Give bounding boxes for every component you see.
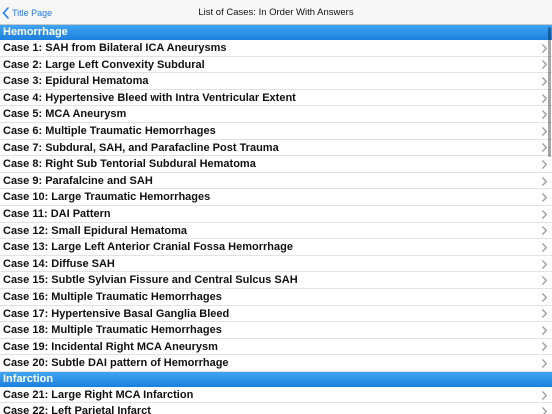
case-row[interactable] [0,189,552,206]
chevron-right-icon [542,73,547,90]
chevron-right-icon [542,90,547,107]
case-row[interactable] [0,73,552,90]
case-row[interactable] [0,40,552,57]
navigation-bar [0,0,552,25]
case-label: Case 6: Multiple Traumatic Hemorrhages [3,124,216,137]
case-label: Case 19: Incidental Right MCA Aneurysm [3,340,218,353]
chevron-right-icon [542,156,547,173]
case-label: Case 21: Large Right MCA Infarction [3,388,194,401]
chevron-right-icon [542,123,547,140]
chevron-right-icon [542,289,547,306]
case-row[interactable] [0,339,552,356]
chevron-right-icon [542,57,547,74]
case-label: Case 13: Large Left Anterior Cranial Fossa Hemorrhage [3,241,293,254]
case-row[interactable] [0,123,552,140]
case-label: Case 10: Large Traumatic Hemorrhages [3,191,211,204]
case-label: Case 15: Subtle Sylvian Fissure and Central Sulcus SAH [3,274,298,287]
case-label: Case 9: Parafalcine and SAH [3,174,153,187]
chevron-right-icon [542,140,547,157]
case-label: Case 4: Hypertensive Bleed with Intra Ventricular Extent [3,91,296,104]
chevron-right-icon [542,339,547,356]
chevron-right-icon [542,272,547,289]
case-label: Case 11: DAI Pattern [3,207,111,220]
chevron-right-icon [542,40,547,57]
case-row[interactable] [0,156,552,173]
case-row[interactable] [0,223,552,240]
page-title: List of Cases: In Order With Answers [198,7,354,18]
back-button-label: Title Page [12,7,53,18]
case-label: Case 18: Multiple Traumatic Hemorrhages [3,324,222,337]
case-label: Case 7: Subdural, SAH, and Parafacline Post Trauma [3,141,279,154]
case-row[interactable] [0,173,552,190]
case-label: Case 1: SAH from Bilateral ICA Aneurysms [3,42,227,54]
section-header: Infarction [0,372,552,387]
case-label: Case 14: Diffuse SAH [3,257,115,270]
case-row[interactable] [0,355,552,372]
chevron-right-icon [542,239,547,256]
case-row[interactable] [0,306,552,323]
chevron-right-icon [542,322,547,339]
chevron-right-icon [542,106,547,123]
section-header: Hemorrhage [0,25,552,40]
case-label: Case 5: MCA Aneurysm [3,108,127,121]
case-list[interactable] [0,25,552,414]
chevron-right-icon [542,387,547,404]
case-row[interactable] [0,140,552,157]
chevron-right-icon [542,206,547,223]
case-label: Case 20: Subtle DAI pattern of Hemorrhage [3,357,229,370]
case-label: Case 22: Left Parietal Infarct [3,405,151,414]
case-label: Case 8: Right Sub Tentorial Subdural Hematoma [3,158,256,171]
chevron-right-icon [542,256,547,273]
case-row[interactable] [0,90,552,107]
case-row[interactable] [0,256,552,273]
case-row[interactable] [0,239,552,256]
chevron-right-icon [542,173,547,190]
case-label: Case 3: Epidural Hematoma [3,75,149,88]
chevron-right-icon [542,189,547,206]
case-row[interactable] [0,272,552,289]
case-label: Case 17: Hypertensive Basal Ganglia Bleed [3,307,230,320]
chevron-right-icon [542,223,547,240]
chevron-right-icon [542,403,547,414]
case-label: Case 12: Small Epidural Hematoma [3,224,188,237]
scrollbar[interactable] [548,27,551,157]
case-row[interactable] [0,387,552,404]
case-row[interactable] [0,106,552,123]
case-row[interactable] [0,289,552,306]
case-row[interactable] [0,206,552,223]
case-label: Case 2: Large Left Convexity Subdural [3,58,205,71]
chevron-right-icon [542,355,547,372]
case-row[interactable] [0,57,552,74]
chevron-right-icon [542,306,547,323]
case-row[interactable] [0,322,552,339]
case-label: Case 16: Multiple Traumatic Hemorrhages [3,290,222,303]
case-row[interactable] [0,403,552,414]
